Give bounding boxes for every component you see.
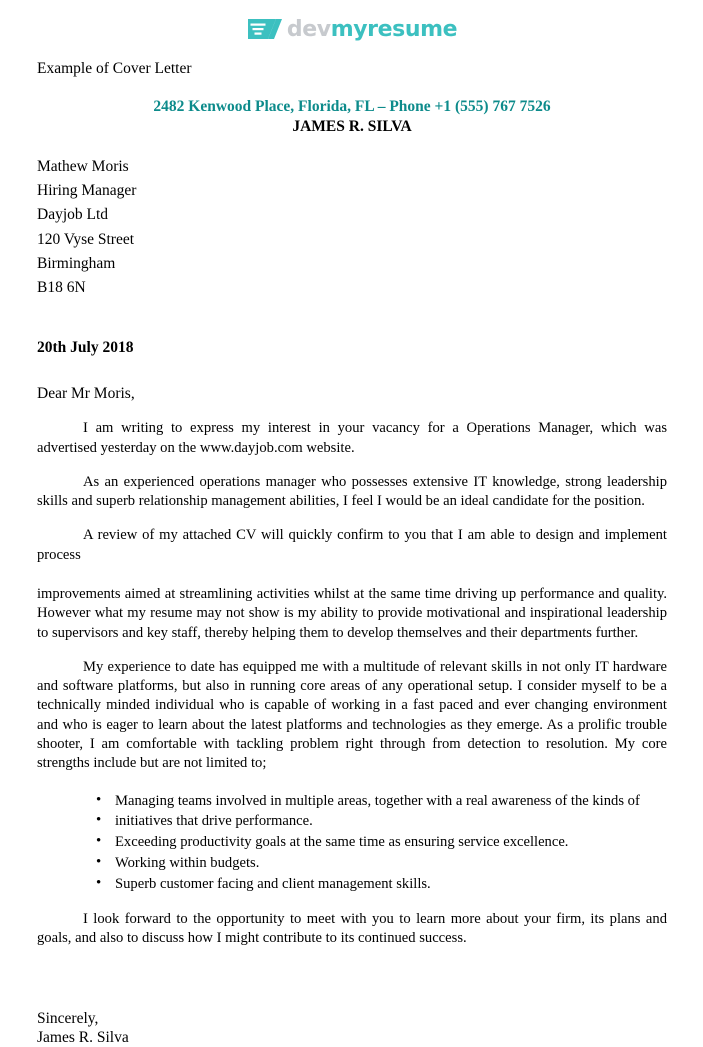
- body-paragraph: improvements aimed at streamlining activities whilst at the same time driving up performance and quality. However what my resume may not show is my ability to provide motivational and inspirational leadership to supervisors and key staff, thereby helping them to develop themselves and their departments further.: [37, 586, 667, 641]
- signature-name: James R. Silva: [37, 1029, 129, 1047]
- body-paragraph: I look forward to the opportunity to meet with you to learn more about your firm, its plans and goals, and also to discuss how I might contribute to its continued success.: [37, 910, 667, 946]
- recipient-line: 120 Vyse Street: [37, 230, 135, 248]
- logo-text-myresume: myresume: [330, 17, 458, 42]
- letter-page: [0, 59, 703, 1047]
- body-paragraph: My experience to date has equipped me with a multitude of relevant skills in not only IT hardware and software platforms, but also in running core areas of any operational setup. I consider myself to be a technically minded individual who is capable of working in a fast paced and ever changing environment and who is eager to learn about the latest platforms and technologies as they emerge. As a prolific trouble shooter, I am comfortable with tackling problem right through from detection to resolution. My core strengths include but are not limited to;: [37, 658, 667, 772]
- salutation: Dear Mr Moris,: [37, 385, 135, 403]
- flag-swoosh-icon: [246, 17, 284, 41]
- brand-header: [0, 0, 703, 42]
- letter-date: 20th July 2018: [37, 339, 134, 357]
- page-title: Example of Cover Letter: [37, 60, 192, 77]
- sender-name: JAMES R. SILVA: [292, 118, 412, 135]
- logo-text-dev: dev: [286, 17, 331, 42]
- list-item: • Working within budgets.: [37, 853, 667, 874]
- body-paragraph: As an experienced operations manager who possesses extensive IT knowledge, strong leadership skills and superb relationship management abilities, I feel I would be an ideal candidate for the position.: [37, 473, 667, 510]
- body-paragraph: A review of my attached CV will quickly confirm to you that I am able to design and implement process: [37, 527, 667, 563]
- sender-header: [37, 97, 667, 136]
- recipient-address-block: [37, 155, 667, 300]
- signature-block: [37, 1009, 667, 1047]
- recipient-line: Hiring Manager: [37, 182, 137, 200]
- recipient-line: Mathew Moris: [37, 158, 129, 175]
- recipient-line: B18 6N: [37, 279, 86, 297]
- closing-salutation: Sincerely,: [37, 1010, 99, 1028]
- body-paragraph: I am writing to express my interest in your vacancy for a Operations Manager, which was advertised yesterday on the www.dayjob.com website.: [37, 420, 667, 456]
- list-item: • Exceeding productivity goals at the same time as ensuring service excellence.: [37, 832, 667, 853]
- list-item: • Superb customer facing and client management skills.: [37, 874, 667, 895]
- list-item: • Managing teams involved in multiple areas, together with a real awareness of the kinds of: [37, 791, 667, 812]
- devmyresume-logo[interactable]: [246, 17, 457, 41]
- core-strengths-list: [37, 791, 667, 895]
- sender-address-line: 2482 Kenwood Place, Florida, FL – Phone +1 (555) 767 7526: [153, 98, 551, 115]
- recipient-line: Dayjob Ltd: [37, 206, 109, 224]
- list-item: • initiatives that drive performance.: [37, 811, 667, 832]
- recipient-line: Birmingham: [37, 254, 116, 272]
